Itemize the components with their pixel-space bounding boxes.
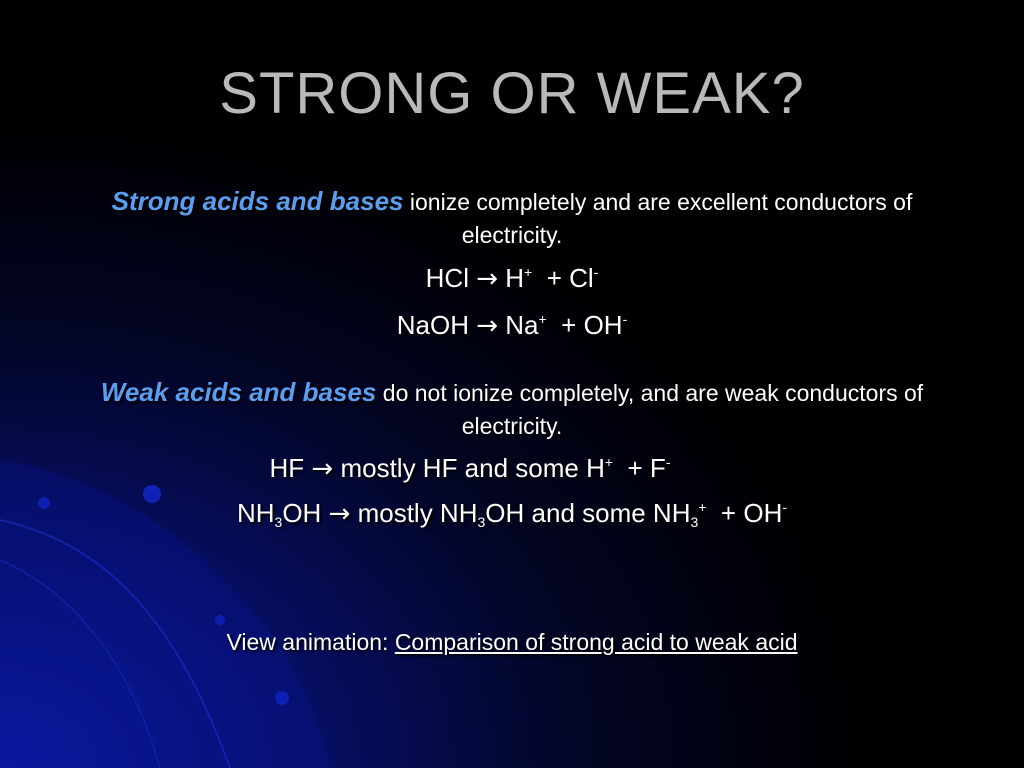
strong-text: ionize completely and are excellent conductors of electricity. — [403, 189, 913, 248]
eq-charge: - — [622, 311, 628, 327]
eq-subscript: 3 — [690, 514, 699, 530]
eq-reactant: NaOH — [396, 310, 469, 340]
eq-plus: + — [546, 263, 562, 293]
eq-charge: - — [593, 264, 599, 280]
eq-product: OH and some NH — [485, 498, 691, 528]
strong-definition — [60, 185, 964, 252]
weak-equation-1 — [60, 443, 964, 488]
reaction-arrow-icon: → — [476, 264, 499, 294]
eq-subscript: 3 — [477, 514, 486, 530]
strong-equation-2 — [60, 299, 964, 346]
eq-reactant: OH — [282, 498, 322, 528]
eq-product: Na — [505, 310, 539, 340]
eq-product: mostly NH — [357, 498, 478, 528]
animation-link[interactable]: Comparison of strong acid to weak acid — [394, 629, 798, 655]
eq-charge: - — [665, 454, 671, 470]
reaction-arrow-icon: → — [476, 311, 499, 341]
eq-product: Cl — [569, 263, 594, 293]
reaction-arrow-icon: → — [328, 499, 351, 529]
eq-charge: + — [538, 311, 547, 327]
eq-charge: + — [524, 264, 533, 280]
view-animation-label: View animation: — [226, 629, 395, 655]
strong-equation-1 — [60, 252, 964, 299]
eq-plus: + — [627, 453, 643, 483]
slide-body — [60, 185, 964, 659]
eq-reactant: HCl — [425, 263, 469, 293]
eq-charge: + — [604, 454, 614, 470]
eq-product: OH — [743, 498, 783, 528]
weak-heading: Weak acids and bases — [100, 377, 377, 407]
weak-equation-2 — [60, 488, 964, 541]
slide-title: STRONG OR WEAK? — [219, 61, 805, 126]
eq-plus: + — [561, 310, 577, 340]
weak-definition — [60, 376, 964, 443]
eq-charge: + — [698, 499, 707, 515]
reaction-arrow-icon: → — [311, 454, 334, 484]
eq-product: mostly HF and some H — [340, 453, 605, 483]
weak-text: do not ionize completely, and are weak conductors of electricity. — [376, 380, 924, 439]
spacer — [60, 346, 964, 376]
eq-subscript: 3 — [274, 514, 283, 530]
eq-product: OH — [583, 310, 623, 340]
eq-product: F — [649, 453, 666, 483]
eq-plus: + — [720, 498, 737, 528]
eq-charge: - — [782, 499, 788, 515]
eq-product: H — [505, 263, 525, 293]
eq-reactant: NH — [236, 498, 275, 528]
strong-heading: Strong acids and bases — [111, 186, 404, 216]
eq-reactant: HF — [269, 453, 305, 483]
view-animation-line — [60, 626, 964, 659]
spacer — [60, 541, 964, 626]
